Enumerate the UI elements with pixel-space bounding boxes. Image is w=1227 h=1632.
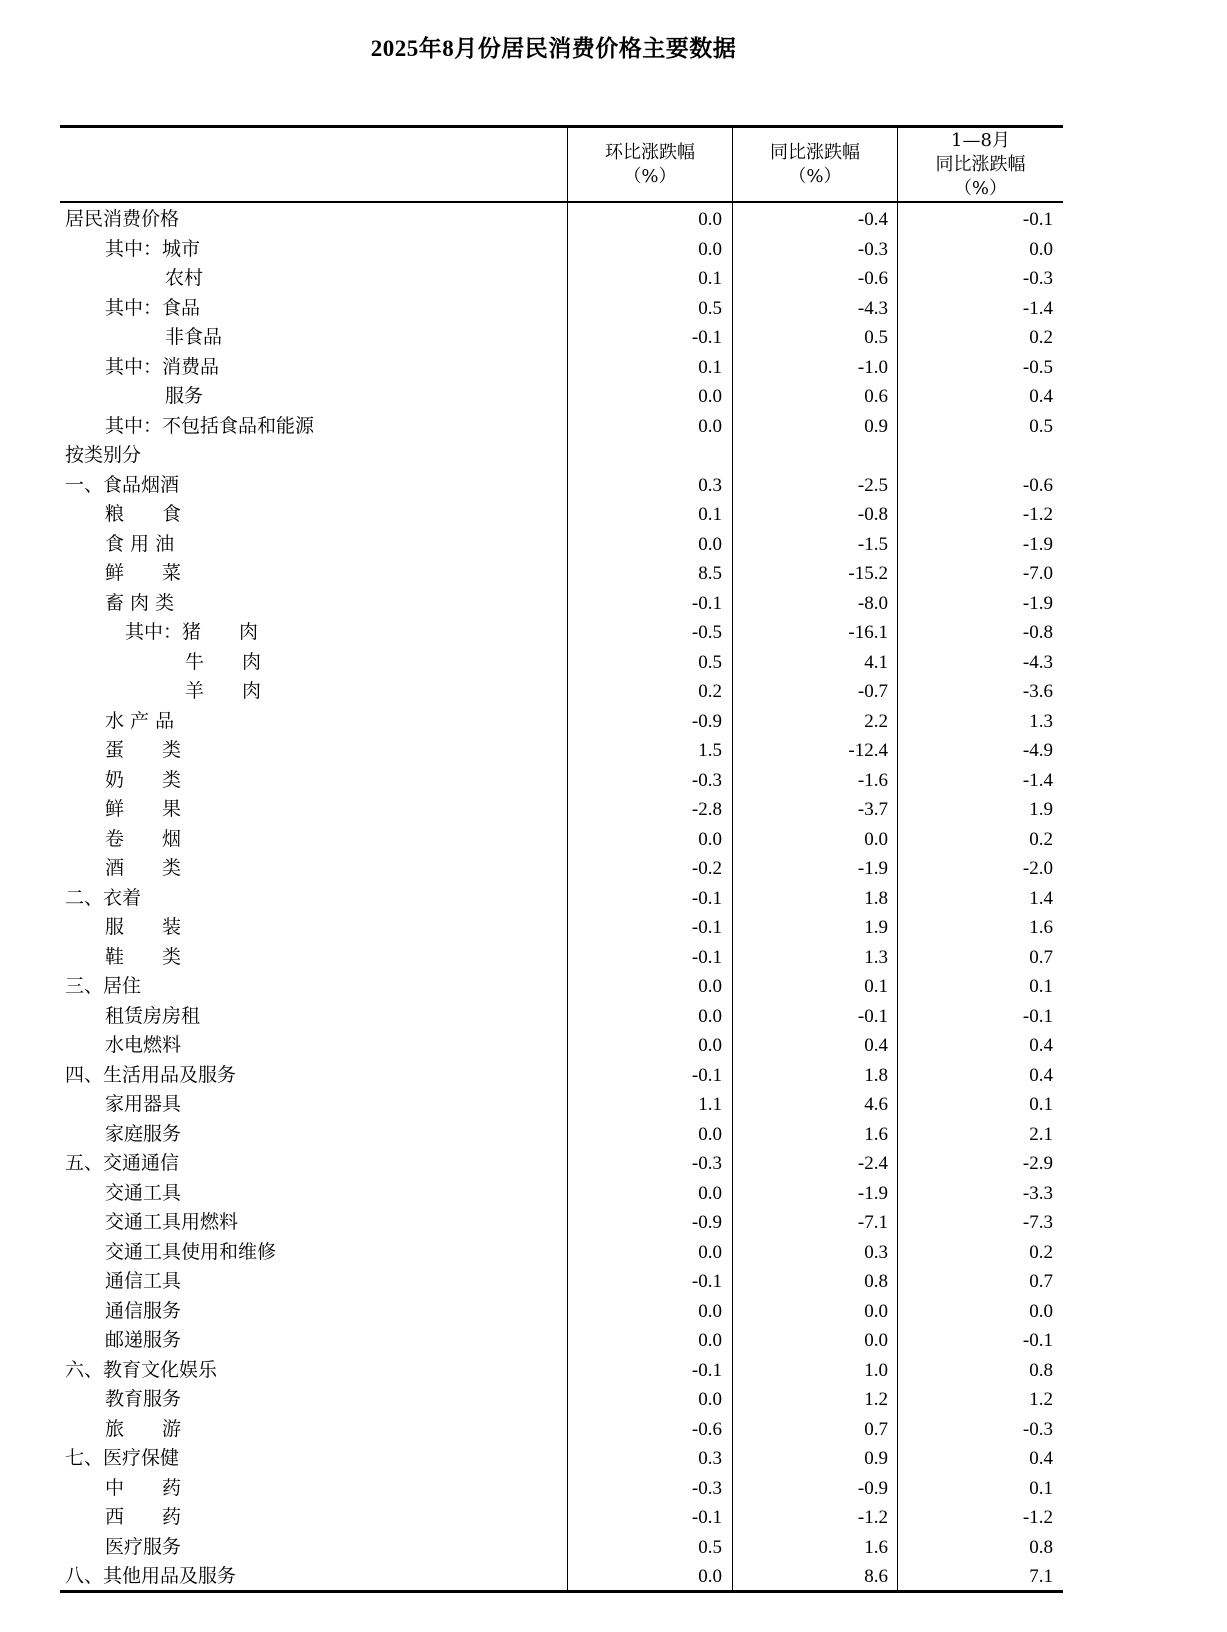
yoy-value: -0.6 <box>857 268 888 289</box>
yoy-value: 0.7 <box>864 1418 888 1440</box>
mom-value: 0.0 <box>698 1123 722 1145</box>
yoy-value: 1.3 <box>864 946 888 968</box>
row-label: 中 药 <box>105 1476 182 1499</box>
mom-value: -0.1 <box>691 946 722 968</box>
yoy-value: -1.9 <box>857 858 888 879</box>
page-title <box>0 30 1227 63</box>
mom-value: 0.3 <box>698 474 722 496</box>
table-row <box>60 500 1063 530</box>
mom-value: 0.0 <box>698 533 722 555</box>
cumulative-value: -1.2 <box>1022 504 1053 525</box>
row-label: 家用器具 <box>105 1093 182 1115</box>
row-label: 牛 肉 <box>185 650 262 673</box>
mom-value: 1.5 <box>698 740 722 761</box>
mom-value: 0.1 <box>698 268 722 289</box>
mom-value: 0.0 <box>698 1566 722 1587</box>
mom-value: 0.0 <box>698 1330 722 1351</box>
cumulative-value: -7.3 <box>1022 1212 1053 1233</box>
cumulative-value: -0.1 <box>1022 1330 1053 1351</box>
yoy-value: -0.9 <box>857 1477 888 1499</box>
mom-value: 0.2 <box>698 681 722 702</box>
cumulative-value: -4.3 <box>1022 651 1053 673</box>
yoy-value: 1.9 <box>864 917 888 938</box>
mom-value: -0.9 <box>691 1212 722 1233</box>
table-row <box>60 1444 1063 1474</box>
yoy-value: -2.4 <box>857 1153 888 1174</box>
cumulative-value: -1.4 <box>1022 297 1053 319</box>
cumulative-value: 0.8 <box>1029 1536 1053 1558</box>
table-row <box>60 264 1063 294</box>
mom-value: 0.5 <box>698 297 722 319</box>
cumulative-value: 1.2 <box>1029 1389 1053 1410</box>
mom-value: -0.6 <box>691 1418 722 1440</box>
mom-value: 0.5 <box>698 651 722 673</box>
row-label: 服务 <box>165 385 204 407</box>
mom-value: -0.3 <box>691 1153 722 1174</box>
mom-value: 8.5 <box>698 563 722 584</box>
mom-value: 0.0 <box>698 1182 722 1204</box>
cumulative-value: 1.3 <box>1029 710 1053 732</box>
yoy-value: 0.4 <box>864 1035 888 1056</box>
mom-value: -0.1 <box>691 1064 722 1086</box>
row-label: 三、居住 <box>65 975 142 997</box>
mom-value: 0.0 <box>698 415 722 437</box>
yoy-value: 0.0 <box>864 1300 888 1322</box>
row-label: 羊 肉 <box>185 680 262 702</box>
cumulative-value: 0.2 <box>1029 1241 1053 1263</box>
row-label: 二、衣着 <box>65 886 142 909</box>
cumulative-value: -1.9 <box>1022 533 1053 555</box>
cumulative-value: 1.6 <box>1029 917 1053 938</box>
table-row <box>60 1002 1063 1032</box>
row-label: 其中：不包括食品和能源 <box>105 414 315 437</box>
mom-value: -0.3 <box>691 1477 722 1499</box>
row-label: 医疗服务 <box>105 1535 182 1558</box>
row-label: 通信服务 <box>105 1299 182 1322</box>
table-row <box>60 1533 1063 1563</box>
table-row <box>60 323 1063 353</box>
yoy-value: 0.5 <box>864 327 888 348</box>
header-yoy <box>733 128 897 201</box>
cumulative-value: 0.1 <box>1029 976 1053 997</box>
header-cumulative <box>898 128 1063 201</box>
row-label: 鞋 类 <box>105 945 182 968</box>
table-row <box>60 530 1063 560</box>
table-row <box>60 1297 1063 1327</box>
row-label: 邮递服务 <box>105 1329 182 1351</box>
mom-value: 0.1 <box>698 356 722 378</box>
mom-value: 0.1 <box>698 504 722 525</box>
table-row <box>60 1179 1063 1209</box>
table-row <box>60 707 1063 737</box>
table-row <box>60 1061 1063 1091</box>
yoy-value: 1.0 <box>864 1359 888 1381</box>
table-row <box>60 1238 1063 1268</box>
row-label: 畜 肉 类 <box>105 591 175 614</box>
row-label: 农村 <box>165 267 204 289</box>
table-row <box>60 353 1063 383</box>
row-label: 鲜 菜 <box>105 562 182 584</box>
cumulative-value: 1.4 <box>1029 887 1053 909</box>
cumulative-value: 0.4 <box>1029 386 1053 407</box>
row-label: 卷 烟 <box>105 827 182 850</box>
yoy-value: 8.6 <box>864 1566 888 1587</box>
cumulative-value: -0.8 <box>1022 622 1053 643</box>
table-row <box>60 1326 1063 1356</box>
mom-value: -0.1 <box>691 1507 722 1528</box>
cumulative-value: -7.0 <box>1022 563 1053 584</box>
cumulative-value: -0.3 <box>1022 268 1053 289</box>
cumulative-value: -0.1 <box>1022 209 1053 230</box>
row-label: 七、医疗保健 <box>65 1447 180 1469</box>
yoy-value: 0.9 <box>864 1448 888 1469</box>
header-cumulative-line1: 1—8月 <box>951 129 1010 151</box>
mom-value: -0.1 <box>691 592 722 614</box>
yoy-value: -16.1 <box>848 622 888 643</box>
row-label: 五、交通通信 <box>65 1152 180 1174</box>
mom-value: -0.2 <box>691 858 722 879</box>
row-label: 鲜 果 <box>105 798 182 820</box>
cumulative-value: 0.7 <box>1029 946 1053 968</box>
cumulative-value: -0.5 <box>1022 356 1053 378</box>
row-label: 六、教育文化娱乐 <box>65 1358 218 1381</box>
row-label: 教育服务 <box>105 1388 182 1410</box>
mom-value: -0.1 <box>691 887 722 909</box>
table-row <box>60 618 1063 648</box>
mom-value: -0.1 <box>691 327 722 348</box>
cumulative-value: -1.9 <box>1022 592 1053 614</box>
mom-value: 0.0 <box>698 1389 722 1410</box>
cumulative-value: -0.3 <box>1022 1418 1053 1440</box>
table-row <box>60 1090 1063 1120</box>
row-label: 通信工具 <box>105 1270 182 1292</box>
yoy-value: 4.1 <box>864 651 888 673</box>
cumulative-value: 0.1 <box>1029 1094 1053 1115</box>
table-header-rule <box>60 201 1063 203</box>
header-mom <box>568 128 732 201</box>
table-row <box>60 1474 1063 1504</box>
table-row <box>60 412 1063 442</box>
table-row <box>60 441 1063 471</box>
table-row <box>60 854 1063 884</box>
cumulative-value: 0.4 <box>1029 1448 1053 1469</box>
cumulative-value: -3.6 <box>1022 681 1053 702</box>
yoy-value: -7.1 <box>857 1212 888 1233</box>
yoy-value: 1.6 <box>864 1123 888 1145</box>
mom-value: 0.0 <box>698 1300 722 1322</box>
mom-value: 0.0 <box>698 238 722 260</box>
cumulative-value: 0.0 <box>1029 238 1053 260</box>
yoy-value: 0.0 <box>864 828 888 850</box>
yoy-value: -2.5 <box>857 474 888 496</box>
yoy-value: 1.8 <box>864 1064 888 1086</box>
row-label: 家庭服务 <box>105 1122 182 1145</box>
row-label: 租赁房房租 <box>105 1004 201 1027</box>
row-label: 非食品 <box>165 326 223 348</box>
cumulative-value: -1.4 <box>1022 769 1053 791</box>
row-label: 西 药 <box>105 1506 182 1528</box>
table-row <box>60 471 1063 501</box>
table-row <box>60 825 1063 855</box>
table-row <box>60 795 1063 825</box>
cumulative-value: -2.9 <box>1022 1153 1053 1174</box>
table-row <box>60 589 1063 619</box>
yoy-value: 0.1 <box>864 976 888 997</box>
table-body <box>60 205 1063 1592</box>
row-label: 水 产 品 <box>105 709 175 732</box>
mom-value: 0.0 <box>698 976 722 997</box>
row-label: 四、生活用品及服务 <box>65 1063 237 1086</box>
yoy-value: -4.3 <box>857 297 888 319</box>
yoy-value: -1.2 <box>857 1507 888 1528</box>
cumulative-value: 0.4 <box>1029 1035 1053 1056</box>
table-row <box>60 972 1063 1002</box>
yoy-value: 0.6 <box>864 386 888 407</box>
table-row <box>60 294 1063 324</box>
row-label: 其中：城市 <box>105 237 201 260</box>
mom-value: -0.1 <box>691 1271 722 1292</box>
cumulative-value: 0.2 <box>1029 828 1053 850</box>
table-row <box>60 1208 1063 1238</box>
cumulative-value: 0.0 <box>1029 1300 1053 1322</box>
row-label: 交通工具使用和维修 <box>105 1240 277 1263</box>
row-label: 其中：消费品 <box>105 355 220 378</box>
yoy-value: -1.6 <box>857 769 888 791</box>
mom-value: -0.3 <box>691 769 722 791</box>
table-row <box>60 382 1063 412</box>
table-row <box>60 1415 1063 1445</box>
table-row <box>60 1031 1063 1061</box>
row-label: 蛋 类 <box>105 739 182 761</box>
cumulative-value: 1.9 <box>1029 799 1053 820</box>
cumulative-value: 0.4 <box>1029 1064 1053 1086</box>
table-row <box>60 1503 1063 1533</box>
header-cumulative-line3: （%） <box>953 177 1008 199</box>
mom-value: 0.0 <box>698 1241 722 1263</box>
table-row <box>60 1562 1063 1592</box>
cumulative-value: 2.1 <box>1029 1123 1053 1145</box>
yoy-value: 1.6 <box>864 1536 888 1558</box>
cumulative-value: -1.2 <box>1022 1507 1053 1528</box>
yoy-value: -0.7 <box>857 681 888 702</box>
mom-value: -0.1 <box>691 917 722 938</box>
table-row <box>60 677 1063 707</box>
header-yoy-line2: （%） <box>788 165 842 187</box>
cumulative-value: 0.1 <box>1029 1477 1053 1499</box>
table-row <box>60 559 1063 589</box>
yoy-value: 1.2 <box>864 1389 888 1410</box>
row-label: 奶 类 <box>105 768 182 791</box>
yoy-value: -0.8 <box>857 504 888 525</box>
title-text: 2025年8月份居民消费价格主要数据 <box>370 36 737 61</box>
cumulative-value: 7.1 <box>1029 1566 1053 1587</box>
mom-value: 0.5 <box>698 1536 722 1558</box>
yoy-value: -1.0 <box>857 356 888 378</box>
row-label: 旅 游 <box>105 1417 182 1440</box>
cumulative-value: -2.0 <box>1022 858 1053 879</box>
row-label: 交通工具用燃料 <box>105 1211 239 1233</box>
mom-value: 0.0 <box>698 1005 722 1027</box>
table-row <box>60 648 1063 678</box>
header-yoy-line1: 同比涨跌幅 <box>770 141 860 163</box>
cumulative-value: -0.6 <box>1022 474 1053 496</box>
mom-value: 0.0 <box>698 386 722 407</box>
row-label: 其中：猪 肉 <box>125 621 259 643</box>
row-label: 水电燃料 <box>105 1034 182 1056</box>
yoy-value: -15.2 <box>848 563 888 584</box>
table-row <box>60 736 1063 766</box>
yoy-value: -3.7 <box>857 799 888 820</box>
yoy-value: 0.9 <box>864 415 888 437</box>
mom-value: -0.5 <box>691 622 722 643</box>
yoy-value: 1.8 <box>864 887 888 909</box>
yoy-value: 0.0 <box>864 1330 888 1351</box>
yoy-value: -1.5 <box>857 533 888 555</box>
header-cumulative-line2: 同比涨跌幅 <box>935 153 1026 175</box>
table-row <box>60 913 1063 943</box>
mom-value: 0.0 <box>698 1035 722 1056</box>
row-label: 居民消费价格 <box>65 208 180 230</box>
row-label: 服 装 <box>105 916 182 938</box>
cumulative-value: -4.9 <box>1022 740 1053 761</box>
cumulative-value: -0.1 <box>1022 1005 1053 1027</box>
table-row <box>60 884 1063 914</box>
cumulative-value: 0.2 <box>1029 327 1053 348</box>
yoy-value: -1.9 <box>857 1182 888 1204</box>
table-row <box>60 1385 1063 1415</box>
yoy-value: 4.6 <box>864 1094 888 1115</box>
cumulative-value: 0.7 <box>1029 1271 1053 1292</box>
yoy-value: 2.2 <box>864 710 888 732</box>
row-label: 按类别分 <box>65 444 142 466</box>
cumulative-value: 0.8 <box>1029 1359 1053 1381</box>
table-row <box>60 1356 1063 1386</box>
row-label: 食 用 油 <box>105 532 175 555</box>
yoy-value: 0.3 <box>864 1241 888 1263</box>
row-label: 酒 类 <box>105 857 182 879</box>
table-row <box>60 766 1063 796</box>
yoy-value: -0.4 <box>857 209 888 230</box>
cumulative-value: -3.3 <box>1022 1182 1053 1204</box>
table-row <box>60 1149 1063 1179</box>
table-row <box>60 205 1063 235</box>
yoy-value: -0.3 <box>857 238 888 260</box>
row-label: 粮 食 <box>105 503 182 525</box>
mom-value: -0.9 <box>691 710 722 732</box>
header-mom-line1: 环比涨跌幅 <box>605 141 695 163</box>
mom-value: 0.0 <box>698 209 722 230</box>
mom-value: -0.1 <box>691 1359 722 1381</box>
mom-value: 1.1 <box>698 1094 722 1115</box>
header-mom-line2: （%） <box>623 165 677 187</box>
table-row <box>60 943 1063 973</box>
yoy-value: 0.8 <box>864 1271 888 1292</box>
row-label: 交通工具 <box>105 1181 182 1204</box>
mom-value: 0.0 <box>698 828 722 850</box>
table-row <box>60 1267 1063 1297</box>
yoy-value: -8.0 <box>857 592 888 614</box>
table-row <box>60 235 1063 265</box>
table-row <box>60 1120 1063 1150</box>
mom-value: -2.8 <box>691 799 722 820</box>
yoy-value: -12.4 <box>848 740 888 761</box>
row-label: 其中：食品 <box>105 296 201 319</box>
row-label: 一、食品烟酒 <box>65 473 180 496</box>
mom-value: 0.3 <box>698 1448 722 1469</box>
cumulative-value: 0.5 <box>1029 415 1053 437</box>
row-label: 八、其他用品及服务 <box>65 1565 237 1587</box>
yoy-value: -0.1 <box>857 1005 888 1027</box>
